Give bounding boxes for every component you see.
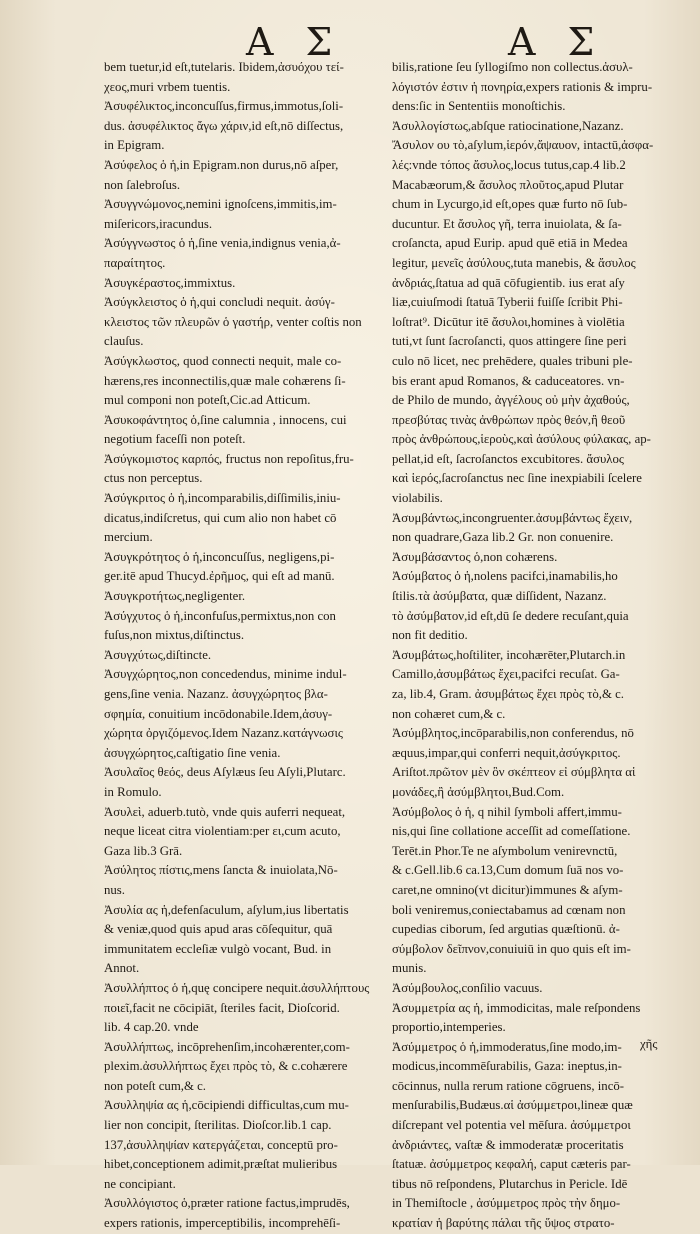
text-line: non poteſt cum,& c.	[104, 1078, 207, 1093]
text-line: mul componi non poteſt,Cic.ad Atticum.	[104, 393, 311, 408]
text-line: loſtrat⁹. Dicūtur itē ἄσυλοι,homines à violētia	[392, 314, 625, 329]
text-line: Ἀσυγκρότητος ὁ ἡ,inconcuſſus, negligens,pi-	[104, 549, 335, 564]
text-line: Ἀσυμβάντως,incongruenter.ἀσυμβάντως ἔχειν,	[392, 510, 633, 525]
text-line: Ἀσύμβλητος,incōparabilis,non conferendus, nō	[392, 726, 634, 741]
text-line: munis.	[392, 961, 427, 976]
text-line: gens,ſine venia. Nazanz. ἀσυγχώρητος βλα-	[104, 687, 328, 701]
text-line: λές:vnde τόπος ἄσυλος,locus tutus,cap.4 lib.2	[392, 157, 626, 172]
text-line: ger.itē apud Thucyd.ἐρῆμος, qui eſt ad manū.	[104, 569, 335, 584]
text-line: cōcinnus, nulla rerum ratione cōgruens, incō-	[392, 1078, 625, 1093]
text-line: Ἀσύγκριτος ὁ ἡ,incomparabilis,diſſimilis,iniu-	[104, 491, 341, 506]
text-line: Ἀσυλλήπτως, incōprehenſim,incohærenter,com-	[104, 1039, 350, 1054]
text-line: χεος,muri vrbem tuentis.	[104, 79, 231, 94]
text-line: lib. 4 cap.20. vnde	[104, 1020, 199, 1035]
text-line: Ἀσυλαῖος θεός, deus Aſylæus ſeu Aſyli,Plutarc.	[104, 765, 346, 780]
text-line: croſancta, apud Eurip. apud quē etiā in Medea	[392, 236, 628, 251]
text-line: Ἀσυγκροτήτως,negligenter.	[104, 589, 246, 604]
text-line: liæ,cuiuſmodi ſtatuā Tyberii fuiſſe ſcribit Phi-	[392, 295, 623, 310]
text-line: æquus,impar,qui conferri nequit,ἀσύγκριτος.	[392, 745, 621, 760]
text-line: bem tuetur,id eſt,tutelaris. Ibidem,ἀσυόχου τεί-	[104, 60, 344, 74]
text-line: Annot.	[104, 961, 140, 976]
text-line: non ſalebroſus.	[104, 177, 181, 192]
text-line: Ἀσύμβολος ὁ ἡ, q nihil ſymboli affert,immu-	[392, 804, 622, 819]
text-line: μονάδες,ἢ ἀσύμβλητοι,Bud.Com.	[392, 784, 565, 799]
text-line: ducuntur. Et ἄσυλος γῆ, terra inuiolata, & ſa-	[392, 216, 622, 231]
text-line: Ἀσύμβατος ὁ ἡ,nolens pacifci,inamabilis,ho	[392, 569, 618, 584]
text-line: boli veniremus,coniectabamus ad cœnam non	[392, 902, 626, 917]
right-column	[392, 58, 664, 1234]
text-line: plexim.ἀσυλλήπτως ἔχει πρὸς τὸ, & c.cohærere	[104, 1059, 348, 1074]
text-line: Ἀσύγκομιστος καρπός, fructus non repoſitus,fru-	[104, 451, 354, 466]
text-line: immunitatem eccleſiæ vulgò vocant, Bud. in	[104, 941, 332, 956]
text-line: Ἀσύμβουλος,conſilio vacuus.	[392, 980, 543, 995]
text-line: Ἀσύγγνωστος ὁ ἡ,ſine venia,indignus venia,ἀ-	[104, 236, 341, 251]
text-line: Ἀσυλλογίστως,abſque ratiocinatione,Nazanz.	[392, 118, 624, 133]
text-line: negotium faceſſi non poteſt.	[104, 432, 246, 447]
text-line: lier non concipit, ſterilitas. Dioſcor.lib.1 cap.	[104, 1118, 332, 1133]
text-line: diſcrepant vel potentia vel mēſura. ἀσύμμετροι	[392, 1118, 631, 1133]
text-line: neque liceat citra violentiam:per ει,cum acuto,	[104, 824, 341, 839]
text-line: menſurabilis,Budæus.αἱ ἀσύμμετροι,lineæ quæ	[392, 1098, 633, 1113]
text-line: hærens,res inconnectilis,quæ male cohærens ſi-	[104, 373, 346, 388]
text-line: dens:ſic in Sententiis monoſtichis.	[392, 99, 566, 114]
text-line: caret,ne omnino(vt dicitur)immunes & aſym-	[392, 882, 623, 897]
text-line: Ariſtot.πρῶτον μὲν ὃν σκέπτεον εἰ σύμβλητα αἱ	[392, 765, 636, 780]
text-line: πρεσβύτας τινὰς ἀνθρώπων πρὸς θεόν,ἢ θεοῦ	[392, 412, 626, 427]
text-line: Ἀσυμμετρία ας ἡ, immodicitas, male reſpondens	[392, 1000, 641, 1015]
text-line: παραίτητος.	[104, 255, 166, 270]
text-line: ποιεῖ,facit ne cōcipiāt, ſteriles facit, Dioſcorid.	[104, 1000, 340, 1015]
text-line: tuti,vt ſunt ſacroſancti, quos attingere ſine peri	[392, 334, 627, 349]
text-line: za, lib.4, Gram. ἀσυμβάτως ἔχει πρὸς τὸ,& c.	[392, 687, 624, 701]
text-line: ſtatuæ. ἀσύμμετρος κεφαλή, caput cæteris par-	[392, 1157, 631, 1172]
running-head-right: Α Σ	[508, 20, 605, 64]
text-line: Ἀσύγκλωστος, quod connecti nequit, male co-	[104, 353, 342, 368]
text-line: κλειστος τῶν πλευρῶν ὁ γαστήρ, venter coſtis non	[104, 314, 362, 329]
text-line: Ἀσυμβάτως,hoſtiliter, incohærēter,Plutarch.in	[392, 647, 626, 662]
text-line: Ἀσύγχυτος ὁ ἡ,inconfuſus,permixtus,non con	[104, 608, 336, 623]
text-line: & c.Gell.lib.6 ca.13,Cum domum ſuā nos vo-	[392, 863, 624, 878]
text-line: clauſus.	[104, 334, 144, 349]
text-line: Terēt.in Phor.Te ne aſymbolum venirevnctū,	[392, 843, 618, 858]
text-line: ἀνδριάντες, vaſtæ & immoderatæ proceritatis	[392, 1137, 624, 1152]
text-line: Ἀσυλεὶ, aduerb.tutò, vnde quis auferri nequeat,	[104, 804, 346, 819]
text-line: Ἀσυγκέραστος,immixtus.	[104, 275, 236, 290]
text-line: dicatus,indiſcretus, qui cum alio non habet cō	[104, 510, 337, 525]
text-line: dus. ἀσυφέλικτος ἄγω χάριν,id eſt,nō diſſectus,	[104, 118, 344, 133]
text-line: Ἀσυγχύτως,diſtincte.	[104, 647, 212, 662]
catchword: χῆς	[640, 1037, 658, 1051]
text-line: κρατίαν ἡ βαρύτης πάλαι τῆς ὕψος στρατο-	[392, 1216, 615, 1231]
text-line: Macabæorum,& ἄσυλος πλοῦτος,apud Plutar	[392, 177, 624, 192]
text-line: non quadrare,Gaza lib.2 Gr. non conuenire.	[392, 530, 614, 545]
text-line: in Themiſtocle , ἀσύμμετρος πρὸς τὴν δημο-	[392, 1196, 621, 1211]
text-line: Ἀσυλληψία ας ἡ,cōcipiendi difficultas,cum mu-	[104, 1098, 349, 1113]
text-line: Ἀσυλία ας ἡ,defenſaculum, aſylum,ius libertatis	[104, 902, 349, 917]
text-line: Camillo,ἀσυμβάτως ἔχει,pacifci recuſat. Ga-	[392, 667, 620, 682]
text-line: Ἀσυφέλικτος,inconcuſſus,firmus,immotus,ſoli-	[104, 99, 344, 114]
text-line: Ἀσυμβάσαντος ὁ,non cohærens.	[392, 549, 558, 564]
text-line: ne concipiant.	[104, 1176, 176, 1191]
text-line: Ἀσύφελος ὁ ἡ,in Epigram.non durus,nō aſper,	[104, 157, 339, 172]
running-head-left: Α Σ	[246, 20, 343, 64]
text-line: λόγιστόν ἐστιν ἡ πονηρία,expers rationis & impru-	[392, 79, 653, 94]
text-line: ctus non perceptus.	[104, 471, 203, 486]
text-line: Ἀσύγκλειστος ὁ ἡ,qui concludi nequit. ἀσύγ-	[104, 295, 335, 310]
text-line: πρὸς ἀνθρώπους,ἱεροὺς,καὶ ἀσύλους φύλακας, ap-	[392, 432, 651, 447]
text-line: ἀσυγχώρητος,caſtigatio ſine venia.	[104, 745, 281, 760]
text-line: de Philo de mundo, ἀγγέλους οὐ μὴν ἀχαθούς,	[392, 393, 630, 408]
text-line: Ἀσύλητος πίστις,mens ſancta & inuiolata,Nō-	[104, 863, 338, 878]
text-line: proportio,intemperies.	[392, 1020, 506, 1035]
text-line: mercium.	[104, 530, 153, 545]
text-line: ſtilis.τὰ ἀσύμβατα, quæ diſſident, Nazanz.	[392, 589, 607, 604]
text-line: nis,qui ſine collatione acceſſit ad comeſſatione.	[392, 824, 631, 839]
text-line: nus.	[104, 882, 125, 897]
text-line: Gaza lib.3 Grā.	[104, 843, 183, 858]
text-line: expers rationis, imperceptibilis, incomprehēſi-	[104, 1216, 341, 1231]
text-line: cupedias ciborum, ſed argutias quæſtionū. ἀ-	[392, 922, 620, 937]
text-line: culo nō licet, nec prehēdere, quales tribuni ple-	[392, 353, 633, 368]
left-column	[104, 58, 376, 1234]
text-line: chum in Lycurgo,id eſt,opes quæ furto nō ſub-	[392, 197, 628, 212]
text-line: Ἀσυγχώρητος,non concedendus, minime indul-	[104, 667, 347, 682]
text-line: non cohæret cum,& c.	[392, 706, 506, 721]
text-line: χώρητα ὀργιζόμενος.Idem Nazanz.κατάγνωσις	[104, 726, 343, 741]
text-line: modicus,incommēſurabilis, Gaza: ineptus,in-	[392, 1059, 622, 1074]
text-line: σφημία, conuitium incōdonabile.Idem,ἀσυγ-	[104, 706, 333, 721]
text-line: in Epigram.	[104, 138, 165, 153]
text-line: ἀνδριάς,ſtatua ad quā cōfugientib. ius erat aſy	[392, 275, 625, 290]
text-line: καὶ ἱερός,ſacroſanctus nec ſine inexpiabili ſcelere	[392, 471, 642, 486]
text-line: Ἄσυλον ου τὸ,aſylum,ἱερόν,ἄψαυον, intactū,ἀσφα-	[392, 138, 654, 153]
text-line: fuſus,non mixtus,diſtinctus.	[104, 628, 245, 643]
text-line: in Romulo.	[104, 784, 162, 799]
text-line: miſericors,iracundus.	[104, 216, 213, 231]
text-line: legitur, μενεῖς ἀσύλους,tuta manebis, & ἄσυλος	[392, 255, 636, 270]
text-line: bis erant apud Romanos, & caduceatores. vn-	[392, 373, 625, 388]
text-line: Ἀσύμμετρος ὁ ἡ,immoderatus,ſine modo,im-	[392, 1039, 622, 1054]
text-line: τὸ ἀσύμβατον,id eſt,dū ſe dedere recuſant,quia	[392, 608, 629, 623]
text-line: hibet,conceptionem adimit,præſtat mulieribus	[104, 1157, 338, 1172]
text-line: violabilis.	[392, 491, 443, 506]
text-line: Ἀσυλλόγιστος ὁ,præter ratione factus,imprudēs,	[104, 1196, 350, 1211]
text-line: tibus nō reſpondens, Plutarchus in Pericle. Idē	[392, 1176, 628, 1191]
text-line: Ἀσυλλήπτος ὁ ἡ,quę concipere nequit.ἀσυλλήπτους	[104, 980, 370, 995]
text-line: pellat,id eſt, ſacroſanctos excubitores. ἄσυλος	[392, 451, 624, 466]
text-line: 137,ἀσυλληψίαν κατεργάζεται, conceptū pro-	[104, 1137, 338, 1152]
text-line: Ἀσυγγνώμονος,nemini ignoſcens,immitis,im-	[104, 197, 337, 212]
text-line: bilis,ratione ſeu ſyllogiſmo non collectus.ἀσυλ-	[392, 60, 633, 74]
text-line: non fit deditio.	[392, 628, 468, 643]
text-line: & veniæ,quod quis apud aras cōſequitur, quā	[104, 922, 333, 937]
text-line: Ἀσυκοφάντητος ὁ,ſine calumnia , innocens, cui	[104, 412, 347, 427]
text-line: σύμβολον δεῖπνον,conuiuiū in quo quis eſt im-	[392, 941, 631, 956]
